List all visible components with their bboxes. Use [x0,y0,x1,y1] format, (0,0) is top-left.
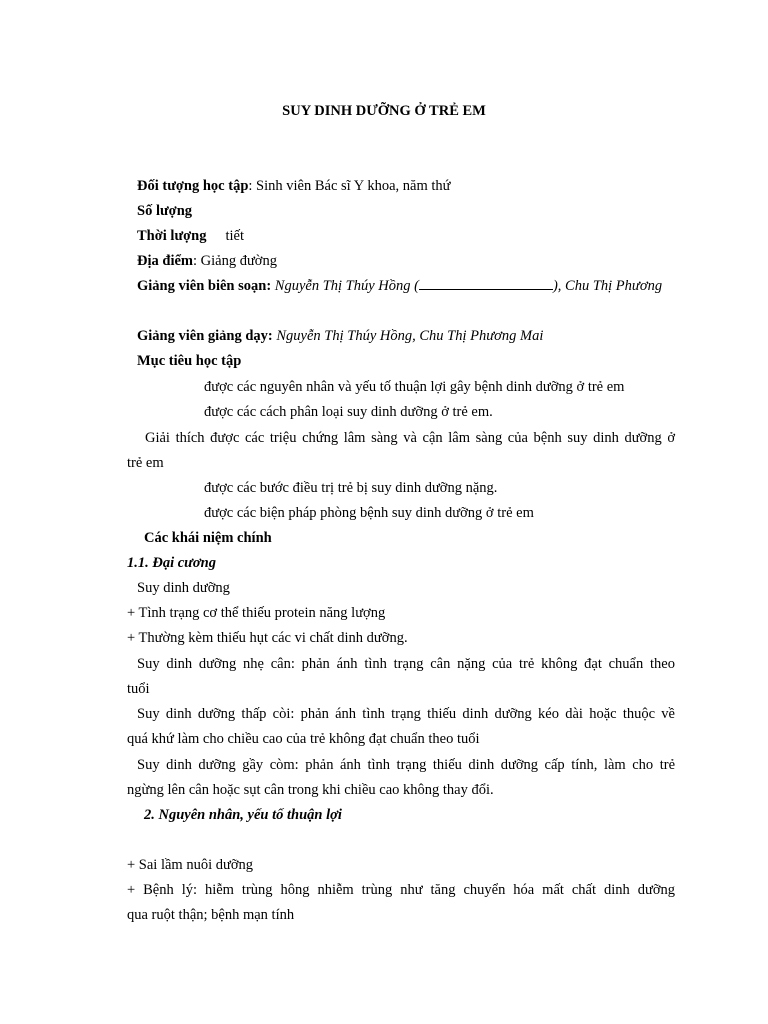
compiler-label: Giảng viên biên soạn: [137,278,272,294]
lecturer-label: Giảng viên giảng dạy: [137,328,273,344]
objective-item: được các nguyên nhân và yếu tố thuận lợi gây bệnh dinh dưỡng ở trẻ em [204,379,625,395]
lecturer-row [137,327,543,345]
objective-item-continued: trẻ em [127,455,164,471]
location-value: : Giảng đường [192,253,277,269]
compiler-row [137,277,662,295]
objective-item: được các biện pháp phòng bệnh suy dinh dưỡng ở trẻ em [204,505,534,521]
compiler-blank [419,277,553,290]
section-heading-1-1: 1.1. Đại cương [127,555,216,571]
body-line: quá khứ làm cho chiều cao của trẻ không đạt chuẩn theo tuổi [127,731,480,747]
compiler-value-b: ), Chu Thị Phương [552,278,663,294]
section-heading-2: 2. Nguyên nhân, yếu tố thuận lợi [144,807,342,823]
cause-line: qua ruột thận; bệnh mạn tính [127,907,295,923]
body-line: Suy dinh dưỡng nhẹ cân: phản ánh tình trạng cân nặng của trẻ không đạt chuẩn theo [137,656,675,672]
body-line: + Thường kèm thiếu hụt các vi chất dinh dưỡng. [127,630,408,646]
duration-value: tiết [225,228,245,244]
objective-item: Giải thích được các triệu chứng lâm sàng và cận lâm sàng của bệnh suy dinh dưỡng ở [145,430,675,446]
body-line: Suy dinh dưỡng [137,580,230,596]
lecturer-value: Nguyễn Thị Thúy Hồng, Chu Thị Phương Mai [276,328,544,344]
body-line: ngừng lên cân hoặc sụt cân trong khi chiều cao không thay đổi. [127,782,494,798]
learners-value: : Sinh viên Bác sĩ Y khoa, năm thứ [248,178,451,194]
objectives-label: Mục tiêu học tập [137,353,242,369]
objective-item: được các bước điều trị trẻ bị suy dinh dưỡng nặng. [204,480,498,496]
concepts-heading: Các khái niệm chính [144,530,272,546]
duration-row [137,227,244,245]
document-title: SUY DINH DƯỠNG Ở TRẺ EM [282,103,486,119]
cause-line: + Sai lầm nuôi dưỡng [127,857,254,873]
body-line: + Tình trạng cơ thể thiếu protein năng lượng [127,605,386,621]
duration-label: Thời lượng [137,228,207,244]
location-row [137,252,277,270]
body-line: Suy dinh dưỡng thấp còi: phản ánh tình trạng thiếu dinh dưỡng kéo dài hoặc thuộc về [137,706,675,722]
quantity-label: Số lượng [137,203,193,219]
objective-item: được các cách phân loại suy dinh dưỡng ở trẻ em. [204,404,493,420]
cause-line: + Bệnh lý: hiễm trùng hông nhiễm trùng như tăng chuyển hóa mất chất dinh dưỡng [127,882,675,898]
location-label: Địa điểm [137,253,193,269]
body-line: Suy dinh dưỡng gầy còm: phản ánh tình trạng thiếu dinh dưỡng cấp tính, làm cho trẻ [137,757,675,773]
body-line: tuổi [127,681,150,697]
learners-label: Đối tượng học tập [137,178,249,194]
compiler-value-a: Nguyễn Thị Thúy Hồng ( [274,278,419,294]
learners-row [137,177,451,195]
